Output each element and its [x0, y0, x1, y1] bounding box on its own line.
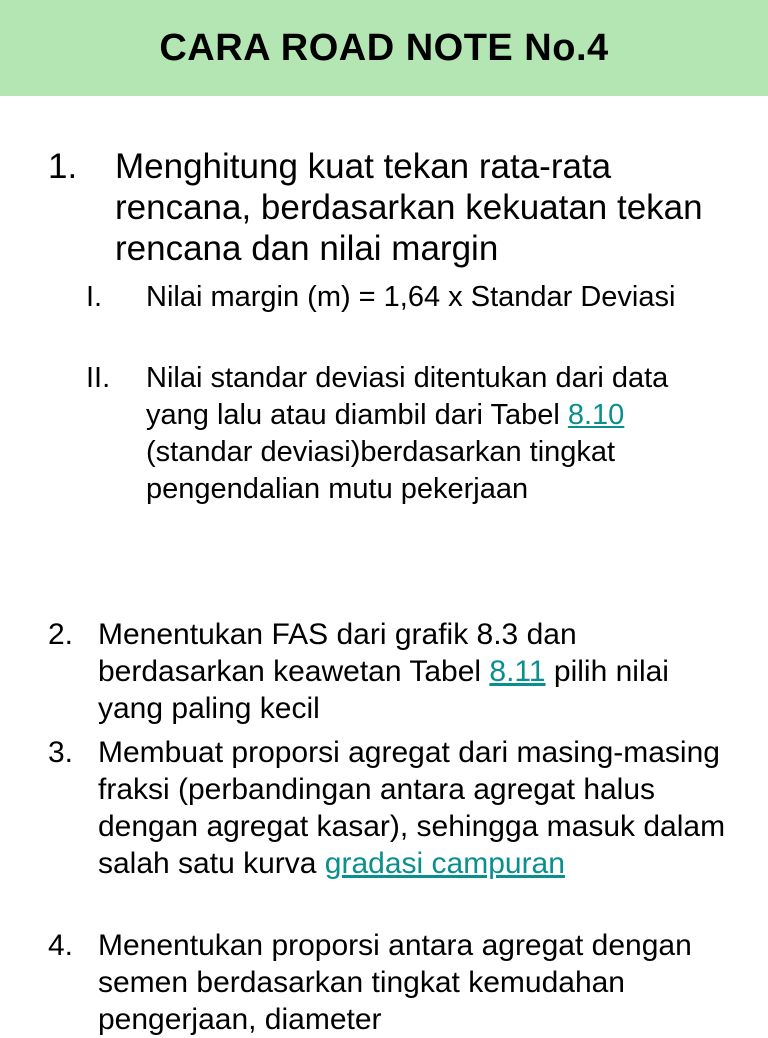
sub-item-1 — [86, 279, 746, 316]
gradasi-campuran-link[interactable]: gradasi campuran — [324, 847, 565, 880]
list-item-1 — [48, 146, 748, 269]
table-8-10-link[interactable]: 8.10 — [567, 399, 625, 431]
list-number: 3. — [48, 736, 74, 769]
sub-item-number: II. — [86, 362, 111, 394]
text-before-link: Membuat proporsi agregat dari masing-masing fraksi (perbandingan antara agregat halus dengan agregat kasar), sehingga masuk dalam salah satu kurva — [98, 736, 726, 880]
list-item-text: Menentukan proporsi antara agregat dengan semen berdasarkan tingkat kemudahan pengerjaan, diameter — [98, 929, 692, 1036]
sub-item-2 — [86, 360, 746, 508]
text-before-link: Menentukan FAS dari grafik 8.3 dan berdasarkan keawetan Tabel — [98, 618, 577, 688]
text-before-link: Nilai standar deviasi ditentukan dari data yang lalu atau diambil dari Tabel — [146, 362, 669, 431]
title-bar — [0, 0, 768, 96]
sub-item-text: Nilai margin (m) = 1,64 x Standar Deviasi — [146, 281, 676, 313]
page-title: CARA ROAD NOTE No.4 — [159, 26, 609, 69]
sub-item-number: I. — [86, 281, 103, 313]
list-item-text: Menghitung kuat tekan rata-rata rencana, berdasarkan kekuatan tekan rencana dan nilai margin — [115, 147, 703, 268]
list-item-2 — [48, 616, 748, 727]
list-number: 4. — [48, 929, 74, 962]
text-after-link: (standar deviasi)berdasarkan tingkat pengendalian mutu pekerjaan — [146, 436, 616, 505]
list-item-text — [98, 734, 738, 882]
text-after-link: pilih nilai yang paling kecil — [98, 655, 669, 725]
list-item-4 — [48, 927, 748, 1038]
list-item-text — [98, 616, 738, 727]
list-number: 2. — [48, 618, 74, 651]
sub-item-text — [146, 360, 726, 508]
table-8-11-link[interactable]: 8.11 — [489, 655, 546, 688]
list-item-3 — [48, 734, 748, 882]
list-number: 1. — [48, 147, 78, 186]
